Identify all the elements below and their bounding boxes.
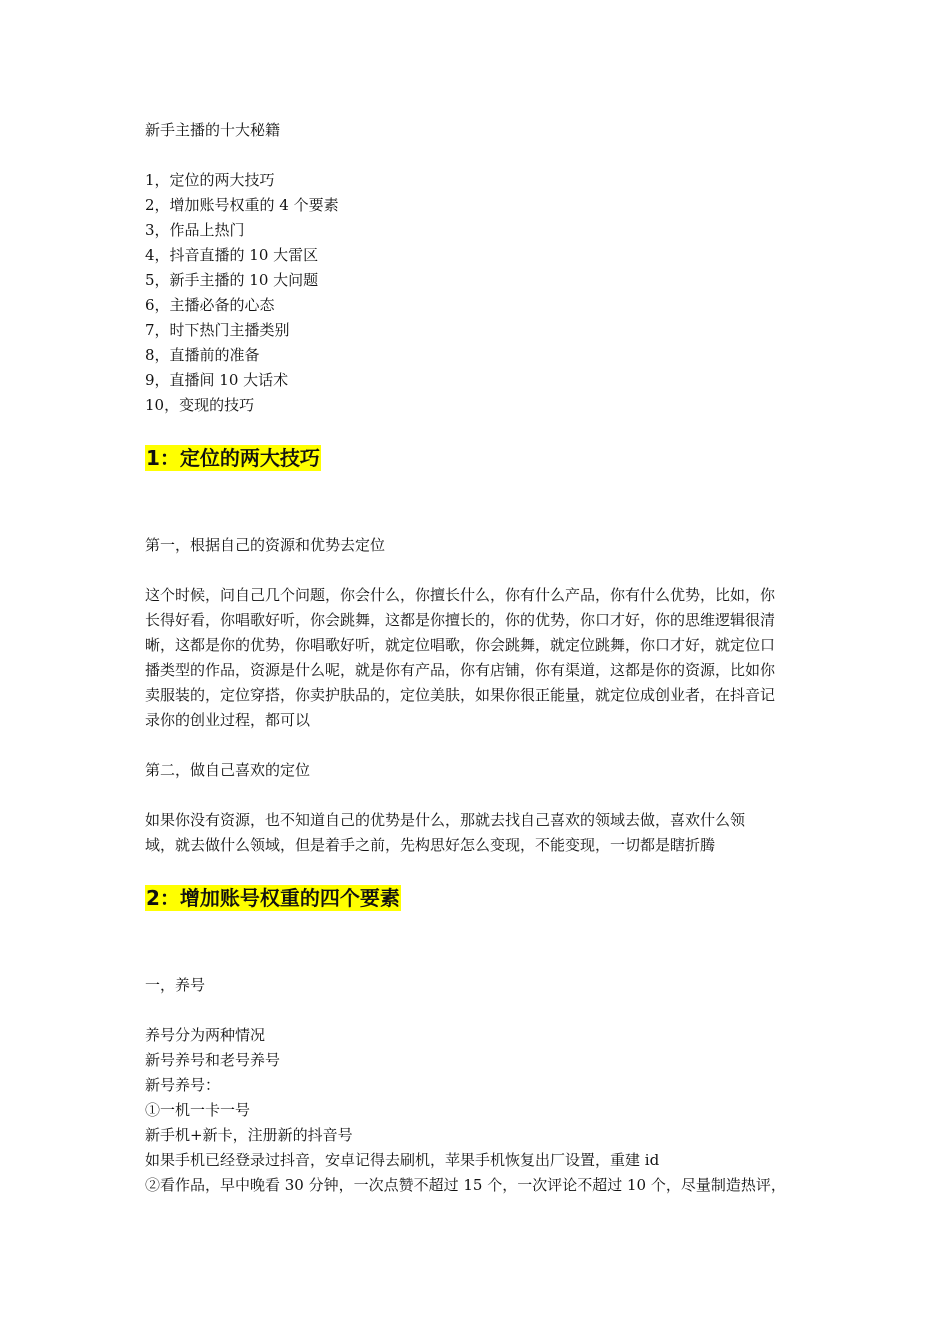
document-title: 新手主播的十大秘籍 [145,121,281,139]
toc-item: 9，直播间 10 大话术 [145,371,289,389]
paragraph [145,1023,810,1198]
paragraph-line: 新手机+新卡，注册新的抖音号 [145,1126,353,1144]
spacer [145,483,810,533]
toc-item: 10，变现的技巧 [145,396,255,414]
spacer [145,998,810,1023]
paragraph-line: 卖服装的，定位穿搭，你卖护肤品的，定位美肤，如果你很正能量，就定位成创业者，在抖音记 [145,686,776,704]
spacer [145,783,810,808]
paragraph-line: 新号养号和老号养号 [145,1051,281,1069]
paragraph-line: 如果你没有资源，也不知道自己的优势是什么，那就去找自己喜欢的领域去做，喜欢什么领 [145,811,746,829]
subheading: 第一，根据自己的资源和优势去定位 [145,536,386,554]
table-of-contents [145,168,810,418]
toc-item: 6，主播必备的心态 [145,296,275,314]
section-heading: 2：增加账号权重的四个要素 [146,886,400,910]
document-page [145,118,810,1198]
spacer [145,143,810,168]
subheading: 一，养号 [145,976,206,994]
spacer [145,923,810,973]
paragraph [145,583,810,733]
paragraph-line: 域，就去做什么领域，但是着手之前，先构思好怎么变现，不能变现，一切都是瞎折腾 [145,836,716,854]
paragraph-line: 长得好看，你唱歌好听，你会跳舞，这都是你擅长的，你的优势，你口才好，你的思维逻辑很清 [145,611,776,629]
toc-item: 7，时下热门主播类别 [145,321,290,339]
toc-item: 5，新手主播的 10 大问题 [145,271,319,289]
paragraph-line: 晰，这都是你的优势，你唱歌好听，就定位唱歌，你会跳舞，就定位跳舞，你口才好，就定位口 [145,636,776,654]
spacer [145,558,810,583]
section-heading-row [145,433,810,483]
paragraph-line: ①一机一卡一号 [145,1101,251,1119]
toc-item: 2，增加账号权重的 4 个要素 [145,196,339,214]
paragraph-line: 新号养号： [145,1076,221,1094]
paragraph-line: 如果手机已经登录过抖音，安卓记得去刷机，苹果手机恢复出厂设置，重建 id [145,1151,660,1169]
section-heading: 1：定位的两大技巧 [146,446,320,470]
spacer [145,733,810,758]
subheading: 第二，做自己喜欢的定位 [145,761,311,779]
paragraph [145,808,810,858]
paragraph-line: 养号分为两种情况 [145,1026,266,1044]
toc-item: 4，抖音直播的 10 大雷区 [145,246,319,264]
toc-item: 1，定位的两大技巧 [145,171,275,189]
paragraph-line: 播类型的作品，资源是什么呢，就是你有产品，你有店铺，你有渠道，这都是你的资源，比如你 [145,661,776,679]
section-heading-row [145,873,810,923]
spacer [145,858,810,873]
paragraph-line: 录你的创业过程，都可以 [145,711,311,729]
toc-item: 3，作品上热门 [145,221,245,239]
toc-item: 8，直播前的准备 [145,346,260,364]
paragraph-line: 这个时候，问自己几个问题，你会什么，你擅长什么，你有什么产品，你有什么优势，比如，你 [145,586,776,604]
paragraph-line: ②看作品，早中晚看 30 分钟，一次点赞不超过 15 个，一次评论不超过 10 个，尽量制造热评， [145,1176,786,1194]
spacer [145,418,810,433]
